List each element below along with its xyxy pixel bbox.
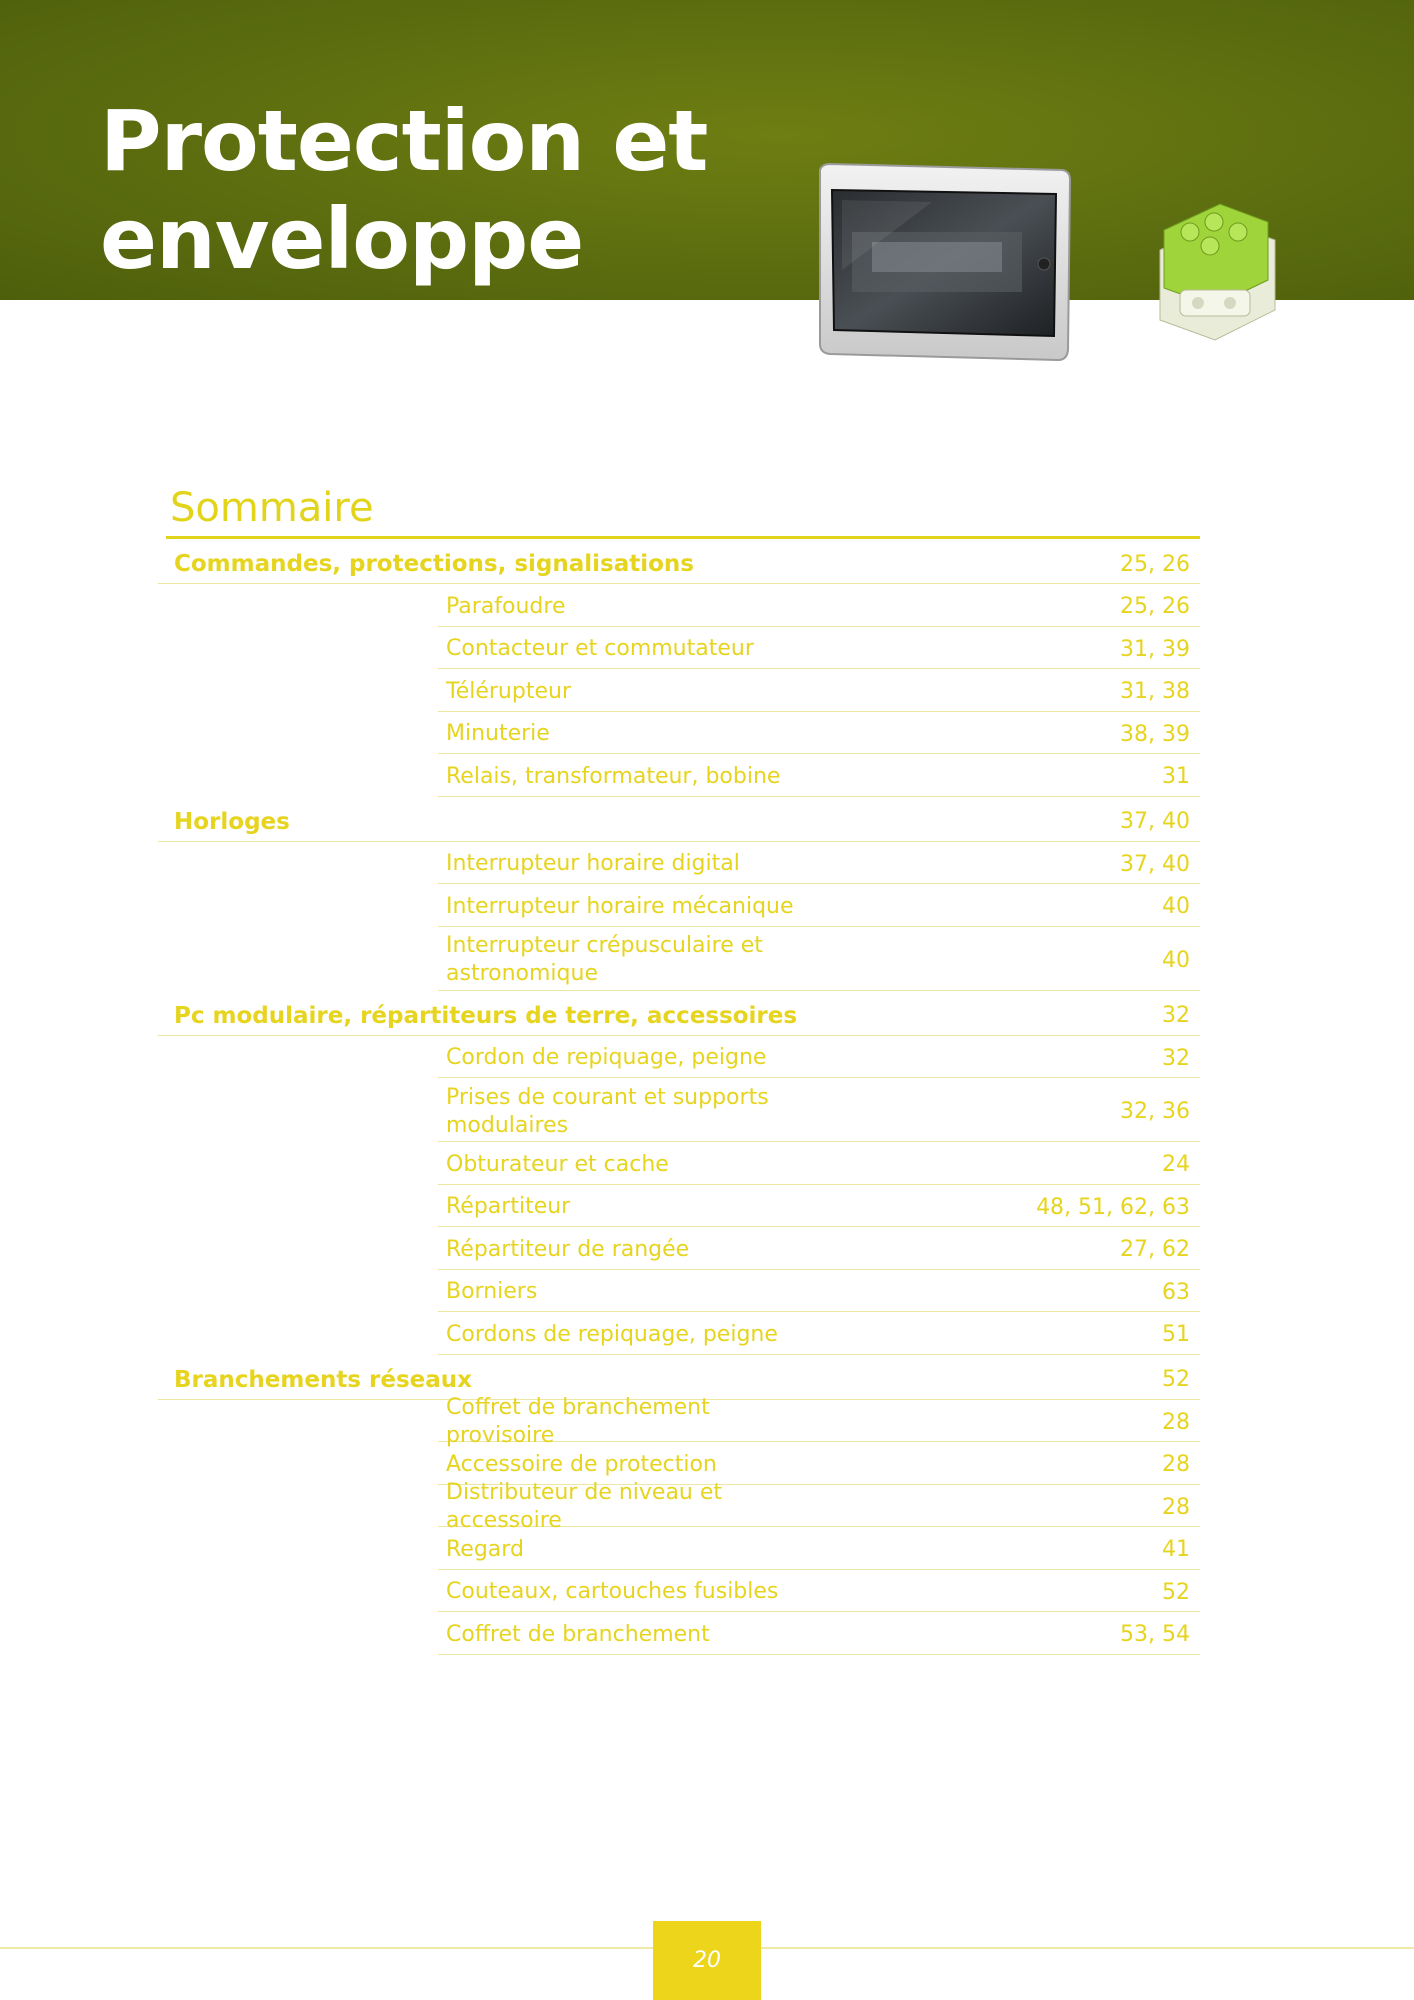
distribution-enclosure-image [812, 160, 1076, 368]
toc-item [438, 1442, 1200, 1485]
toc-item [438, 1036, 1200, 1079]
toc-item [438, 927, 1200, 991]
toc-item [438, 1185, 1200, 1228]
summary-heading: Sommaire [170, 485, 374, 531]
page-number: 20 [693, 1948, 721, 1973]
toc-item [438, 754, 1200, 797]
toc-item-pages: 53, 54 [1120, 1622, 1190, 1648]
toc-item [438, 1078, 1200, 1142]
toc-item [438, 1480, 1200, 1534]
toc-item-label: Interrupteur horaire mécanique [446, 893, 794, 919]
toc-item-label: Accessoire de protection [446, 1451, 717, 1477]
toc-item [438, 1570, 1200, 1613]
toc-item-pages: 48, 51, 62, 63 [1036, 1194, 1190, 1220]
toc-item-pages: 32 [1162, 1045, 1190, 1071]
toc-item-pages: 32, 36 [1120, 1099, 1190, 1124]
toc-item-pages: 25, 26 [1120, 594, 1190, 620]
toc-item-pages: 63 [1162, 1279, 1190, 1305]
toc-item [438, 1395, 1200, 1449]
toc-item-label: Cordon de repiquage, peigne [446, 1045, 767, 1071]
toc-item-pages: 31, 39 [1120, 636, 1190, 662]
toc-item-label: Couteaux, cartouches fusibles [446, 1579, 779, 1605]
toc-item-label: Coffret de branchement [446, 1621, 710, 1647]
toc-item-label: Parafoudre [446, 593, 566, 619]
toc-item-label: Coffret de branchement provisoire [446, 1395, 710, 1449]
toc-item [438, 1312, 1200, 1355]
page-title [100, 92, 707, 288]
toc-item-label: Répartiteur de rangée [446, 1236, 690, 1262]
toc-item-pages: 31 [1162, 764, 1190, 790]
toc-item-pages: 28 [1162, 1409, 1190, 1435]
toc-item-pages: 41 [1162, 1537, 1190, 1563]
toc-item-pages: 51 [1162, 1322, 1190, 1348]
toc-category-pages: 32 [1162, 1003, 1190, 1028]
toc-item-pages: 37, 40 [1120, 851, 1190, 877]
toc-item-pages: 38, 39 [1120, 721, 1190, 747]
toc-table [158, 539, 1200, 1655]
toc-item [438, 1227, 1200, 1270]
toc-category [158, 991, 1200, 1036]
toc-item [438, 842, 1200, 885]
toc-category-pages: 37, 40 [1120, 809, 1190, 834]
toc-item-label: Cordons de repiquage, peigne [446, 1321, 778, 1347]
toc-category-label: Branchements réseaux [174, 1366, 472, 1393]
toc-item-label: Borniers [446, 1279, 538, 1305]
toc-item-label: Répartiteur [446, 1194, 571, 1220]
toc-category [158, 1355, 1200, 1400]
toc-category-label: Horloges [174, 808, 290, 835]
toc-item [438, 627, 1200, 670]
toc-item [438, 1612, 1200, 1655]
toc-item-label: Regard [446, 1536, 524, 1562]
toc-item-label: Interrupteur horaire digital [446, 851, 740, 877]
toc-item-pages: 40 [1162, 947, 1190, 973]
terminal-block-image [1150, 190, 1280, 350]
toc-category [158, 797, 1200, 842]
toc-item-pages: 24 [1162, 1152, 1190, 1178]
toc-item-pages: 27, 62 [1120, 1237, 1190, 1263]
toc-item-label: Obturateur et cache [446, 1151, 669, 1177]
toc-item [438, 1527, 1200, 1570]
toc-item [438, 669, 1200, 712]
toc-category-label: Commandes, protections, signalisations [174, 551, 694, 577]
toc-item [438, 1270, 1200, 1313]
toc-item [438, 584, 1200, 627]
toc-item-pages: 28 [1162, 1494, 1190, 1520]
toc-item-label: Distributeur de niveau et accessoire [446, 1480, 723, 1534]
toc-category-label: Pc modulaire, répartiteurs de terre, accessoires [174, 1002, 798, 1029]
toc-item-label: Relais, transformateur, bobine [446, 763, 781, 789]
summary [158, 480, 1200, 1655]
page-title-line-1: Protection et [100, 92, 708, 190]
toc-category [158, 539, 1200, 584]
page-number-badge [653, 1921, 761, 2000]
toc-category-pages: 25, 26 [1120, 551, 1190, 577]
toc-item [438, 884, 1200, 927]
toc-item-label: Prises de courant et supports modulaires [446, 1084, 769, 1138]
toc-item-pages: 31, 38 [1120, 679, 1190, 705]
toc-item-pages: 40 [1162, 894, 1190, 920]
toc-item-label: Contacteur et commutateur [446, 636, 754, 662]
page-title-line-2: enveloppe [100, 190, 584, 288]
toc-item-label: Télérupteur [446, 678, 571, 704]
toc-item-label: Interrupteur crépusculaire et astronomique [446, 933, 763, 986]
toc-item-pages: 28 [1162, 1452, 1190, 1478]
toc-category-pages: 52 [1162, 1367, 1190, 1392]
toc-item-label: Minuterie [446, 721, 550, 747]
toc-item [438, 1142, 1200, 1185]
toc-item [438, 712, 1200, 755]
toc-item-pages: 52 [1162, 1579, 1190, 1605]
